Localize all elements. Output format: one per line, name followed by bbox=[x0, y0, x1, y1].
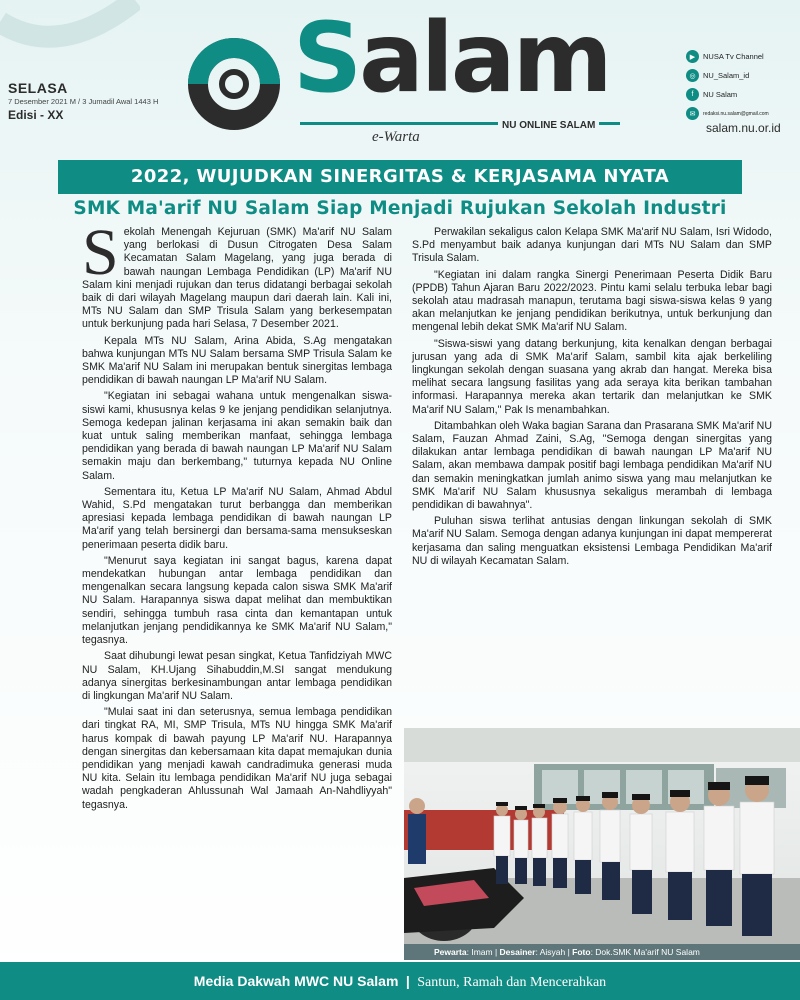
students-photo-illustration bbox=[404, 728, 800, 960]
social-facebook[interactable] bbox=[686, 85, 796, 104]
headline: 2022, WUJUDKAN SINERGITAS & KERJASAMA NYATA bbox=[58, 160, 742, 194]
ewarta-label: e-Warta bbox=[372, 129, 420, 145]
email-icon: ✉ bbox=[686, 107, 699, 120]
article-paragraph: Ditambahkan oleh Waka bagian Sarana dan Prasarana SMK Ma'arif NU Salam, Fauzan Ahmad Zaini, S.Ag, "Semoga dengan sinergitas yang dilakukan antar lembaga pendidikan di bawah naungan LP Ma'arif NU Salam, akan membawa dampak positif bagi lembaga pendidikan Ma'arif NU dan semakin meningkatkan jumlah animo siswa yang mau melanjutkan ke SMK Ma'arif NU Salam khususnya sekaligus merambah di lembaga pendidikan di bawahnya". bbox=[412, 419, 772, 512]
footer-bar bbox=[0, 962, 800, 1000]
salam-logo-icon bbox=[184, 34, 284, 134]
article-paragraph bbox=[82, 216, 392, 332]
article-paragraph: Kepala MTs NU Salam, Arina Abida, S.Ag mengatakan bahwa kunjungan MTs NU Salam bersama SMP Trisula Salam ke SMK Ma'arif NU Salam ini merupakan bentuk sinergitas lembaga pendidikan di bawah naungan LP Ma'arif NU Salam. bbox=[82, 334, 392, 387]
social-youtube-label: NUSA Tv Channel bbox=[703, 52, 764, 61]
social-email-label: redaksi.nu.salam@gmail.com bbox=[703, 110, 769, 117]
social-youtube[interactable] bbox=[686, 47, 796, 66]
issue-edition: Edisi - XX bbox=[8, 108, 64, 122]
article-paragraph: "Siswa-siswi yang datang berkunjung, kita kenalkan dengan berbagai jurusan yang ada di SMK Ma'arif Salam, sambil kita ajak berkeliling lingkungan sekolah dengan suasana yang akrab dan hangat. Mereka bisa melihat secara langsung fasilitas yang ada seraya kita berikan tambahan informasi. Harapannya mereka akan tertarik dan melanjutkan ke SMK Ma'arif NU Salam," Pak Is menambahkan. bbox=[412, 337, 772, 416]
brand-letters-rest: alam bbox=[359, 2, 610, 114]
article-column-left bbox=[82, 216, 392, 815]
subheadline: SMK Ma'arif NU Salam Siap Menjadi Rujukan Sekolah Industri bbox=[73, 198, 727, 219]
article-paragraph: Saat dihubungi lewat pesan singkat, Ketua Tanfidziyah MWC NU Salam, KH.Ujang Sihabuddin,M.SI sangat mendukung adanya sinergitas berkesinambungan antar lembaga pendidikan di lingkungan Ma'arif NU Salam. bbox=[82, 650, 392, 702]
article-photo bbox=[404, 728, 800, 960]
masthead-brand bbox=[293, 2, 610, 114]
paragraph-text: ekolah Menengah Kejuruan (SMK) Ma'arif NU Salam yang berlokasi di Dusun Citrogaten Desa Salam Kecamatan Salam Magelang, yang juga berada di bawah naungan Lembaga Pendidikan (LP) Ma'arif NU Salam kini menjadi rujukan dan terus didatangi berbagai sekolah baik di dari wilayah Magelang maupun dari daerah lain. Kali ini, MTs NU Salam dan SMP Trisula Salam yang berkesempatan untuk berkunjung pada hari Selasa, 7 Desember 2021. bbox=[82, 226, 392, 331]
issue-date: 7 Desember 2021 M / 3 Jumadil Awal 1443 H bbox=[8, 97, 159, 106]
credit-writer-label: Pewarta bbox=[434, 947, 467, 957]
social-facebook-label: NU Salam bbox=[703, 90, 738, 99]
article-paragraph: Perwakilan sekaligus calon Kelapa SMK Ma'arif NU Salam, Isri Widodo, S.Pd menyambut baik adanya kunjungan dari MTs NU Salam dan SMP Trisula Salam. bbox=[412, 226, 772, 265]
credit-photo-label: Foto bbox=[572, 947, 591, 957]
photo-credit bbox=[404, 944, 800, 960]
article-paragraph: Puluhan siswa terlihat antusias dengan linkungan sekolah di SMK Ma'arif NU Salam. Semoga dengan adanya kunjungan ini dapat mempererat kerjasama dan saling menguatkan eksistensi Lembaga Pendidikan Ma'arif NU di wilayah Kecamatan Salam. bbox=[412, 515, 772, 567]
credit-designer-label: Desainer bbox=[499, 947, 536, 957]
issue-day: SELASA bbox=[8, 80, 68, 96]
header-decor-curve bbox=[0, 0, 140, 80]
social-instagram-label: NU_Salam_id bbox=[703, 71, 750, 80]
website-link[interactable]: salam.nu.or.id bbox=[706, 121, 781, 135]
facebook-icon: f bbox=[686, 88, 699, 101]
social-instagram[interactable] bbox=[686, 66, 796, 85]
brand-letter-s: S bbox=[293, 2, 360, 114]
instagram-icon: ◎ bbox=[686, 69, 699, 82]
date-block bbox=[8, 80, 208, 122]
article-paragraph: "Kegiatan ini sebagai wahana untuk mengenalkan siswa-siswi kami, khususnya kelas 9 ke jenjang pendidikan selanjutnya. Semoga kedepan jalinan kerjasama ini akan semakin baik dan kuat untuk saling memberikan manfaat, sehingga lembaga pendidikan yang berada di bawah naungan LP Ma'arif NU Salam semakin maju dan berkembang," tuturnya kepada NU Online Salam. bbox=[82, 390, 392, 482]
footer-separator: | bbox=[405, 973, 410, 989]
article-paragraph: "Mulai saat ini dan seterusnya, semua lembaga pendidikan dari tingkat RA, MI, SMP Trisula, MTs NU hingga SMK Ma'arif harus kompak di bawah payung LP Ma'arif NU. Harapannya dengan sinergitas dan kebersamaan kita dapat memajukan dunia pendidikan yang menjadi kawah candradimuka generasi muda NU kita. Selain itu lembaga pendidikan Ma'arif NU juga sebagai wadah pengkaderan Ahlussunah Wal Jamaah An-Nahdliyyah" tegasnya. bbox=[82, 706, 392, 811]
social-links bbox=[686, 47, 796, 123]
article-paragraph: "Kegiatan ini dalam rangka Sinergi Penerimaan Peserta Didik Baru (PPDB) Tahun Ajaran Baru 2022/2023. Pintu kami selalu terbuka lebar bagi sekolah atau madrasah manapun, terutama bagi siswa-siswa kelas 9 yang akan melanjutkan ke jenjang pendidikan berikutnya, untuk berkunjung dan mengenal lebih dekat SMK Ma'arif NU Salam. bbox=[412, 268, 772, 334]
credit-writer: : Imam | bbox=[466, 947, 500, 957]
article-paragraph: "Menurut saya kegiatan ini sangat bagus, karena dapat mendekatkan hubungan antar lembaga pendidikan dan mengenalkan secara langsung kepada calon siswa SMK Ma'arif NU Salam. Harapannya siswa dapat melihat dan membuktikan sendiri, sehingga tumbuh rasa cinta dan kemantapan untuk melanjutkan jenjang pendidikannya ke SMK Ma'arif NU Salam," tegasnya. bbox=[82, 554, 392, 647]
credit-designer: : Aisyah | bbox=[535, 947, 573, 957]
footer-title: Media Dakwah MWC NU Salam bbox=[193, 973, 399, 989]
article-column-right bbox=[412, 226, 772, 571]
credit-photo: : Dok.SMK Ma'arif NU Salam bbox=[590, 947, 700, 957]
youtube-icon: ▶ bbox=[686, 50, 699, 63]
article-paragraph: Sementara itu, Ketua LP Ma'arif NU Salam, Ahmad Abdul Wahid, S.Pd mengatakan turut berbangga dan memberikan apresiasi kepada lembaga pendidikan di bawah naungan LP Ma'arif yang telah bersinergi dan bersama-sama mensukseskan penerimaan peserta didik baru. bbox=[82, 485, 392, 551]
drop-cap: S bbox=[82, 216, 119, 289]
brand-subtitle: NU ONLINE SALAM bbox=[498, 120, 599, 131]
footer-tagline: Santun, Ramah dan Mencerahkan bbox=[417, 975, 607, 990]
